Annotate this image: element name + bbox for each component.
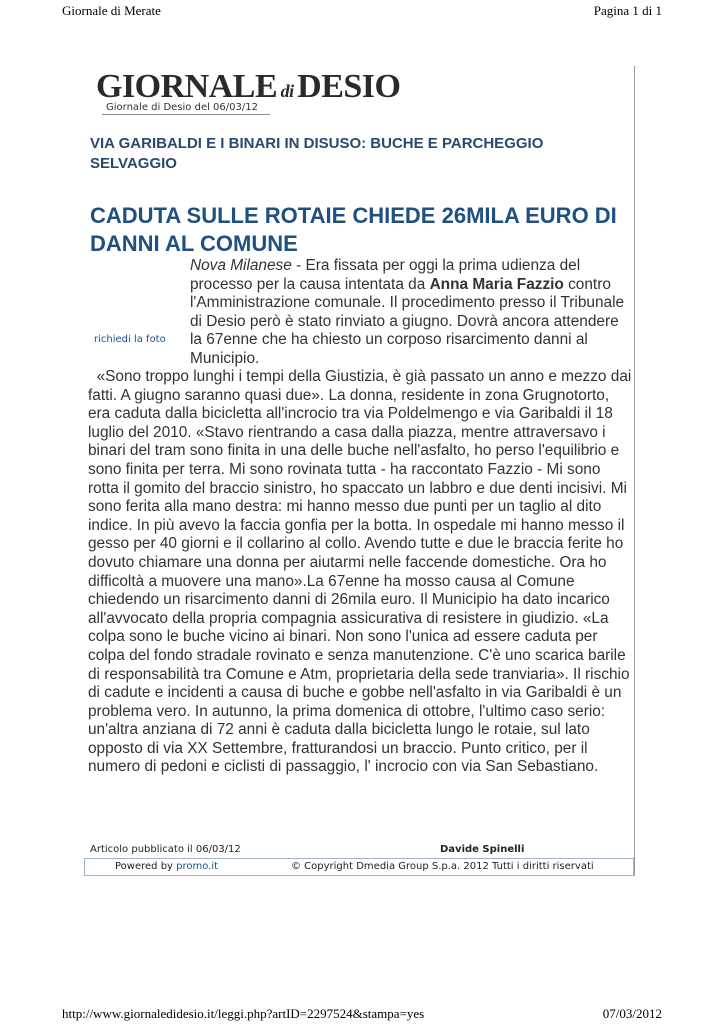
issue-line: Giornale di Desio del 06/03/12 [106,102,258,113]
print-header [0,0,724,22]
author-name: Davide Spinelli [440,844,525,855]
print-footer [0,1004,724,1024]
copyright-notice: © Copyright Dmedia Group S.p.a. 2012 Tutti i diritti riservati [291,861,594,872]
logo-divider [102,114,270,115]
promo-link[interactable]: promo.it [176,861,219,872]
newspaper-logo [96,68,400,104]
article-meta [84,838,634,859]
logo-word-desio: DESIO [297,68,401,105]
powered-by [115,861,218,872]
powered-label: Powered by [115,861,177,872]
lead-text-2: contro l'Amministrazione comunale. Il procedimento presso il Tribunale di Desio però è stato rinviato a giugno. Dovrà ancora attendere la 67enne che ha chiesto un corposo risarcimento danni al Municipio. [190,275,625,367]
article-footer [84,838,634,876]
logo-word-di: di [280,81,294,101]
published-date: Articolo pubblicato il 06/03/12 [90,844,241,855]
print-page-label: Pagina 1 di 1 [593,3,662,18]
article-lead [190,257,632,369]
lead-person-name: Anna Maria Fazzio [429,275,564,293]
logo-word-giornale: GIORNALE [96,68,278,105]
article-body [88,368,632,777]
request-photo-link[interactable]: richiedi la foto [94,334,166,345]
article-container [84,66,635,876]
article-kicker: VIA GARIBALDI E I BINARI IN DISUSO: BUCHE E PARCHEGGIO SELVAGGIO [90,135,544,172]
lead-place: Nova Milanese [190,257,292,274]
print-date: 07/03/2012 [602,1006,662,1021]
article-body-text: «Sono troppo lunghi i tempi della Giustizia, è già passato un anno e mezzo dai fatti. A giugno saranno quasi due». La donna, residente in zona Grugnotorto, era caduta dalla bicicletta all'incrocio tra via Poldelmengo e via Garibaldi il 18 luglio del 2010. «Stavo rientrando a casa dalla piazza, mentre attraversavo i binari del tram sono finita in una delle buche nell'asfalto, ho perso l'equilibrio e sono finita per terra. Mi sono rovinata tutta - ha raccontato Fazzio - Mi sono rotta il gomito del braccio sinistro, ho spaccato un labbro e due denti incisivi. Mi sono ferita alla mano destra: mi hanno messo due punti per un taglio al dito indice. In più avevo la faccia gonfia per la botta. In ospedale mi hanno messo il gesso per 40 giorni e il collarino al collo. Avendo tutte e due le braccia ferite ho dovuto chiamare una donna per aiutarmi nelle faccende domestiche. Ora ho difficoltà a muovere una mano».La 67enne ha mosso causa al Comune chiedendo un risarcimento danni di 26mila euro. Il Municipio ha dato incarico all'avvocato della propria compagnia assicurativa di resistere in giudizio. «La colpa sono le buche vicino ai binari. Non sono l'unica ad essere caduta per colpa del fondo stradale rovinato e senza manutenzione. C'è uno scarica barile di responsabilità tra Comune e Atm, proprietaria della sede tranviaria». Il rischio di cadute e incidenti a causa di buche e gobbe nell'asfalto in via Garibaldi è un problema vero. In autunno, la prima domenica di ottobre, l'ultimo caso serio: un'altra anziana di 72 anni è caduta dalla bicicletta lungo le rotaie, sul lato opposto di via XX Settembre, fratturandosi un braccio. Punto critico, per il numero di pedoni e ciclisti di passaggio, l' incrocio con via San Sebastiano. [88,368,632,776]
print-site-title: Giornale di Merate [62,3,161,18]
article-headline: CADUTA SULLE ROTAIE CHIEDE 26MILA EURO DI DANNI AL COMUNE [90,203,617,256]
print-url: http://www.giornaledidesio.it/leggi.php?artID=2297524&stampa=yes [62,1006,425,1021]
powered-bar [84,858,634,876]
lead-text-1: - Era fissata per oggi la prima udienza del processo per la causa intentata da [190,257,581,293]
